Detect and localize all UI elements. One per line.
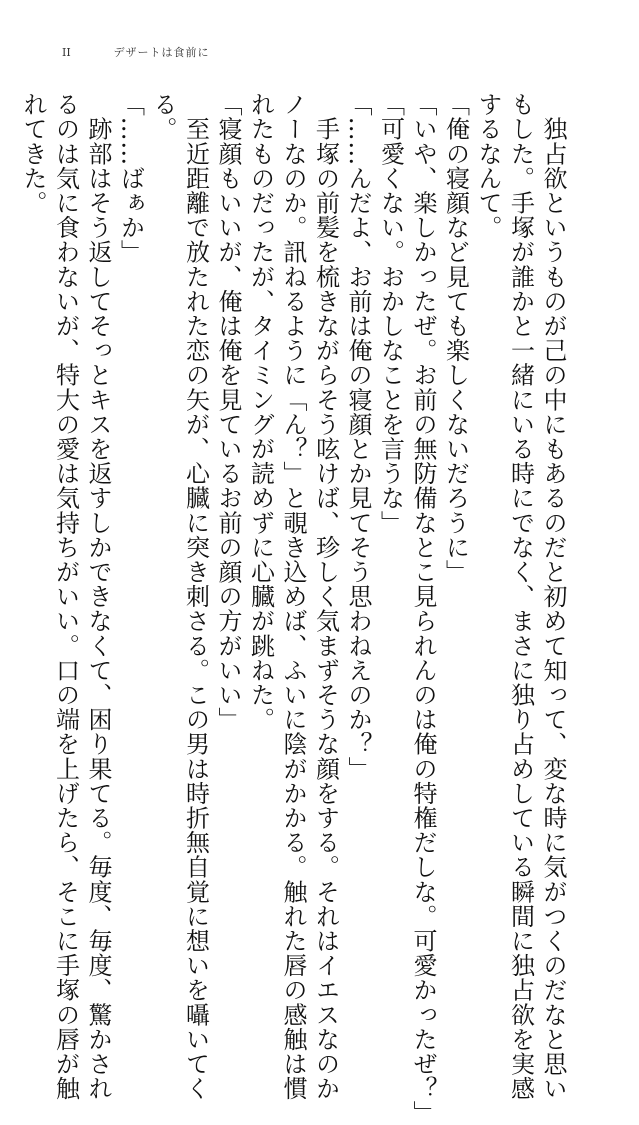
text-line: するなんて。 [474, 92, 502, 240]
dialogue-line: 「俺の寝顔など見ても楽しくないだろうに」 [441, 92, 470, 584]
chapter-title: デザートは食前に [113, 46, 210, 59]
dialogue-line: 「寝顔もいいが、俺は俺を見ているお前の顔の方がいい」 [214, 92, 242, 732]
text-line: れたものだったが、タイミングが読めずに心臓が跳ねた。 [246, 92, 275, 732]
page-number: II [62, 46, 71, 59]
dialogue-line: 「……ばぁか」 [116, 92, 145, 265]
text-line: るのは気に食わないが、特大の愛は気持ちがいい。口の端を上げたら、そこに手塚の唇が触 [51, 92, 80, 1101]
running-header [62, 44, 210, 60]
text-line: 独占欲というものが己の中にもあるのだと初めて知って、変な時に気がつくのだなと思い [539, 92, 567, 1101]
dialogue-line: 「可愛くない。おかしなことを言うな」 [376, 92, 405, 535]
dialogue-line: 「……んだよ、お前は俺の寝顔とか見てそう思わねえのか？」 [344, 92, 372, 781]
text-line: れてきた。 [19, 92, 47, 215]
text-line: ノーなのか。訊ねるように「ん？」と覗き込めば、ふいに陰がかかる。触れた唇の感触は慣 [279, 92, 307, 1101]
text-line: 手塚の前髪を梳きながらそう呟けば、珍しく気まずそうな顔をする。それはイエスなのか [311, 92, 340, 1101]
text-line: 至近距離で放たれた恋の矢が、心臓に突き刺さる。この男は時折無自覚に想いを囁いてく [181, 92, 210, 1101]
text-line: 跡部はそう返してそっとキスを返すしかできなくて、困り果てる。毎度、毎度、驚かされ [84, 92, 112, 1101]
text-line: もした。手塚が誰かと一緒にいる時にでなく、まさに独り占めしている瞬間に独占欲を実感 [506, 92, 535, 1101]
vertical-body-text [17, 92, 570, 1125]
dialogue-line: 「いや、楽しかったぜ。お前の無防備なとこ見られんのは俺の特権だしな。可愛かったぜ？」 [409, 92, 437, 1125]
text-line: る。 [149, 92, 177, 142]
